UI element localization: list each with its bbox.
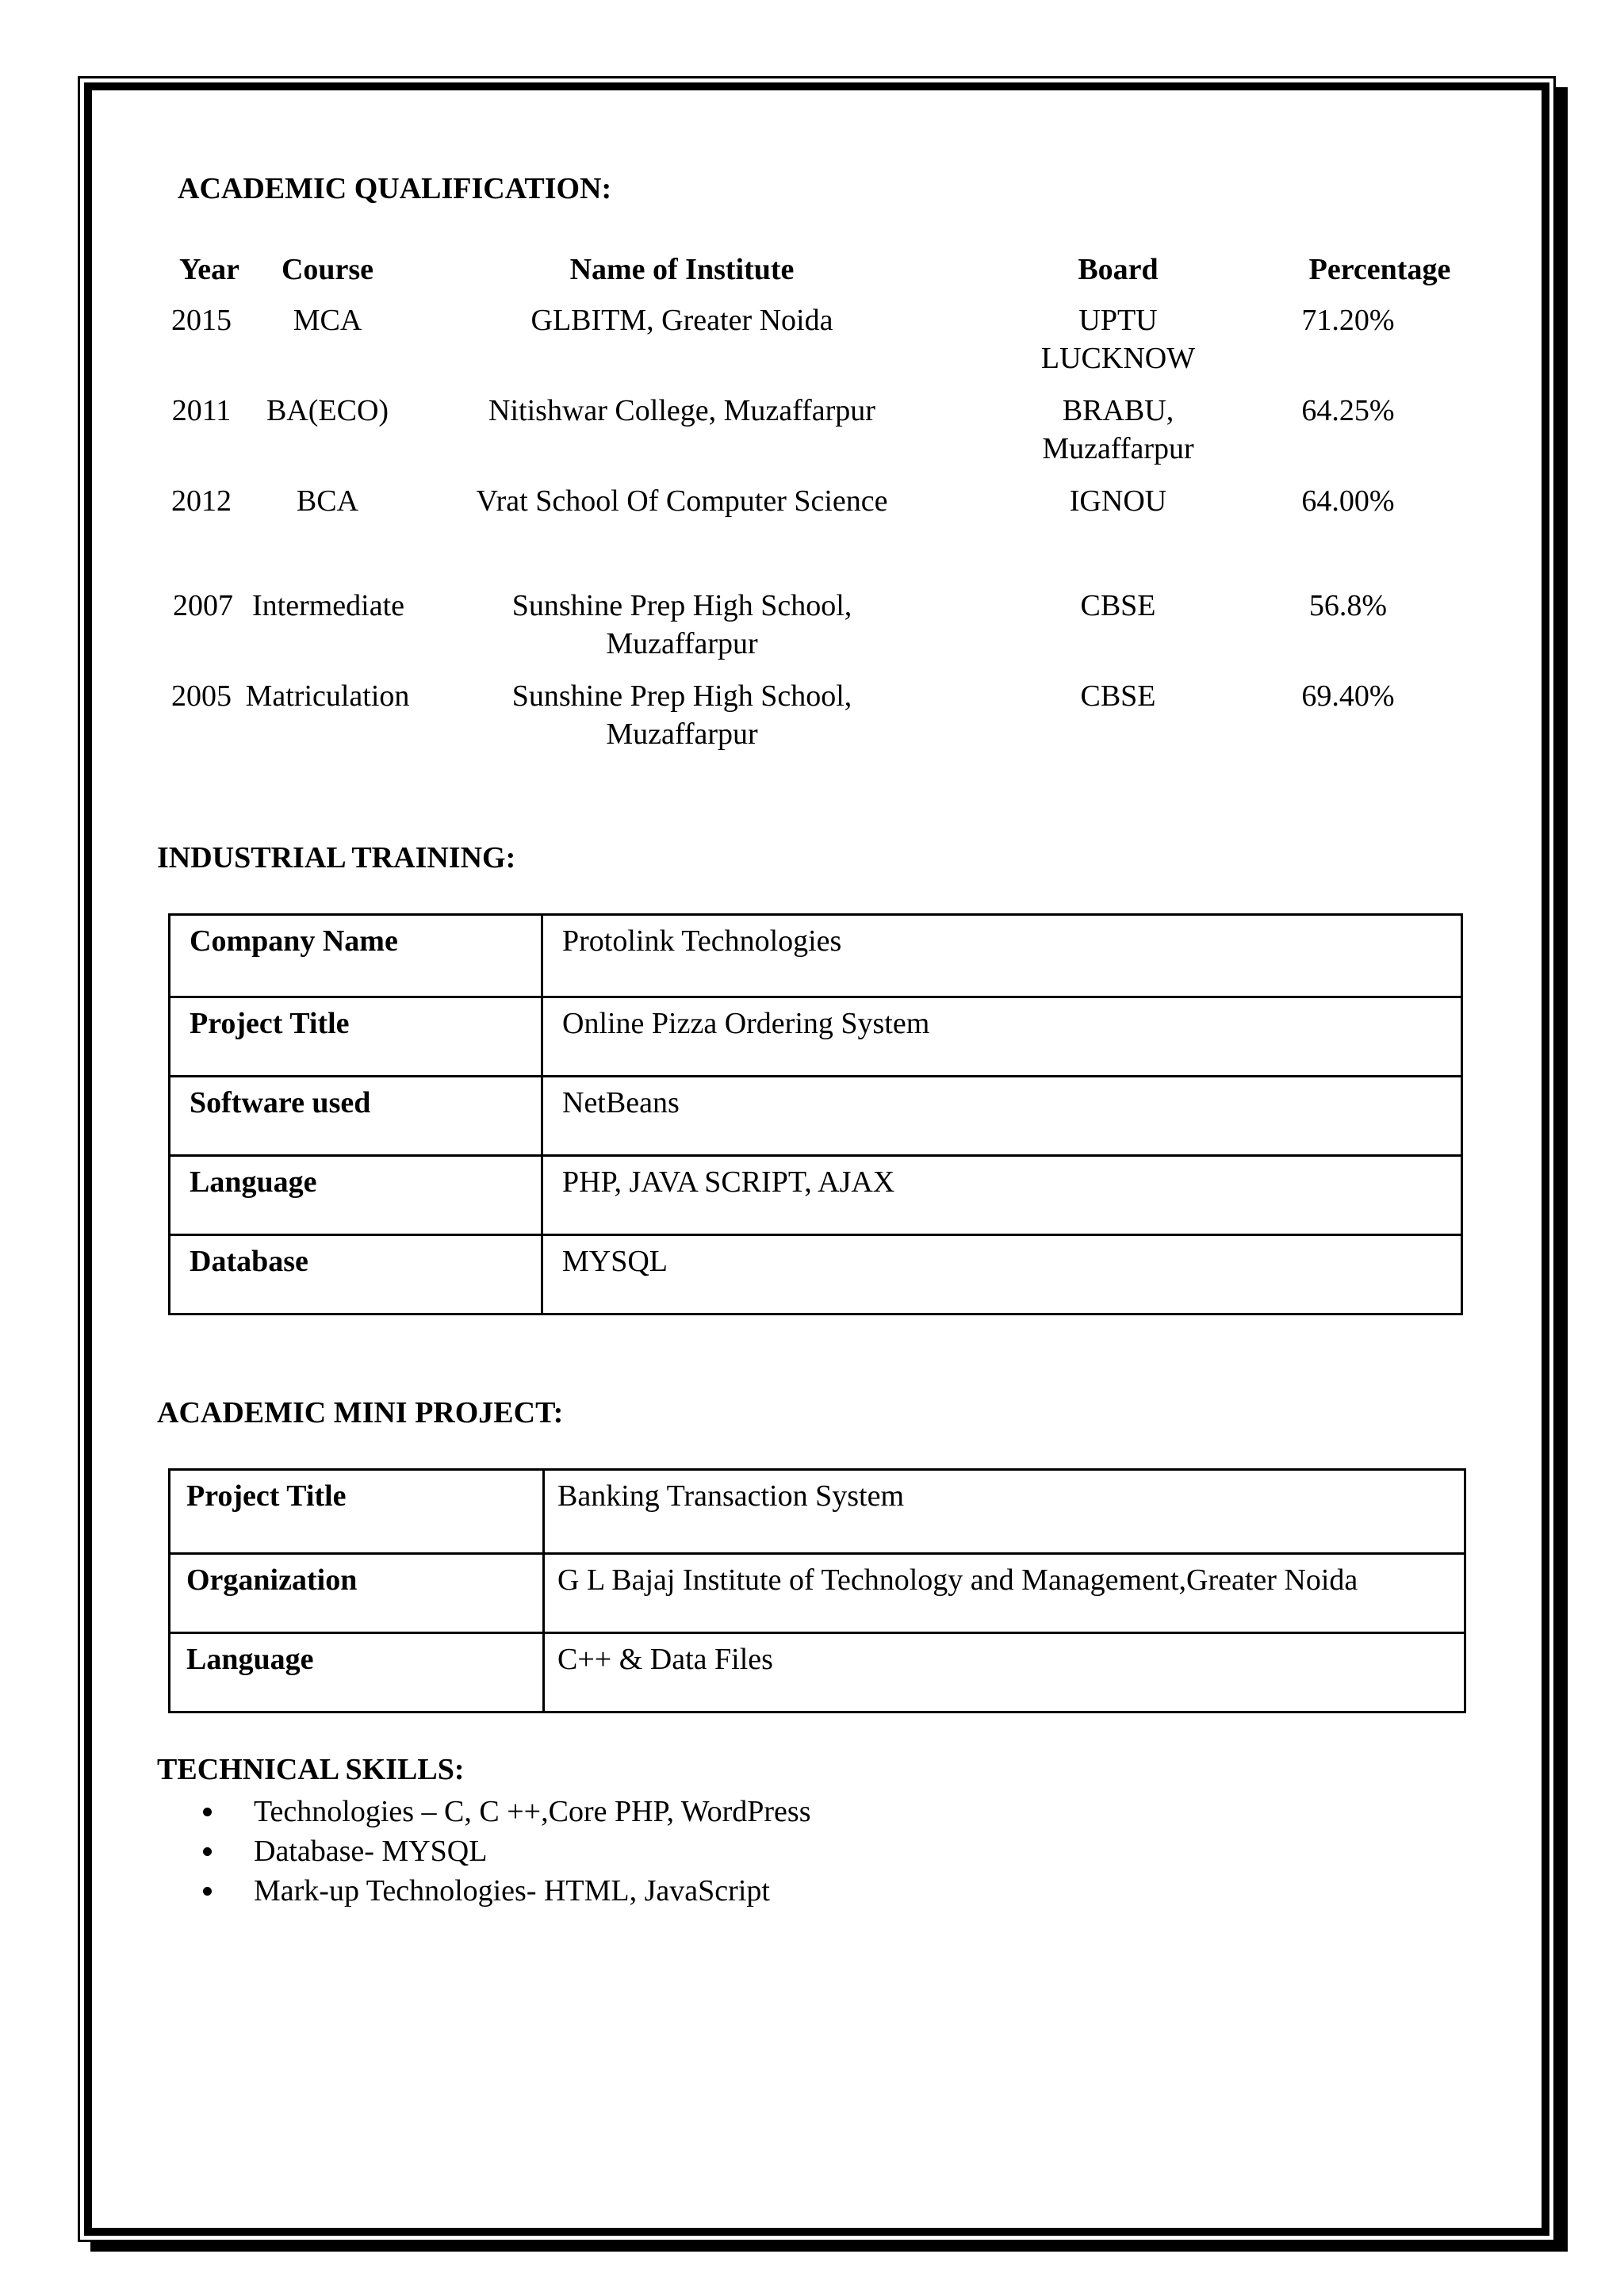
table-row-institute: Sunshine Prep High School, Muzaffarpur — [511, 589, 852, 660]
table-row-year: 2011 — [171, 394, 232, 427]
training-value: Online Pizza Ordering System — [542, 997, 1462, 1077]
training-value: PHP, JAVA SCRIPT, AJAX — [542, 1156, 1462, 1235]
list-item — [203, 1871, 811, 1911]
list-item — [203, 1831, 811, 1871]
mini-project-value: Banking Transaction System — [544, 1470, 1465, 1554]
mini-project-heading: ACADEMIC MINI PROJECT: — [157, 1396, 564, 1429]
table-row — [170, 1156, 1462, 1235]
table-row-percentage: 56.8% — [1308, 589, 1388, 622]
table-row — [170, 1470, 1465, 1554]
mini-project-value: C++ & Data Files — [544, 1633, 1465, 1712]
training-value: MYSQL — [542, 1235, 1462, 1314]
bullet-icon — [203, 1887, 212, 1896]
table-row-year: 2015 — [171, 304, 232, 337]
bullet-icon — [203, 1847, 212, 1856]
skill-text: Technologies – C, C ++,Core PHP, WordPress — [254, 1795, 811, 1828]
training-label: Database — [170, 1235, 542, 1314]
table-row-course: Intermediate — [252, 589, 405, 622]
col-header-board: Board — [1078, 253, 1159, 286]
mini-project-label: Organization — [170, 1554, 544, 1633]
table-row-percentage: 69.40% — [1301, 679, 1395, 713]
table-row-year: 2005 — [171, 679, 232, 713]
mini-project-value: G L Bajaj Institute of Technology and Management,Greater Noida — [544, 1554, 1465, 1633]
table-row-course: MCA — [293, 304, 362, 337]
table-row — [170, 1633, 1465, 1712]
skill-text: Database- MYSQL — [254, 1835, 488, 1868]
training-value: Protolink Technologies — [542, 915, 1462, 997]
table-row-course: Matriculation — [245, 679, 410, 713]
skills-heading: TECHNICAL SKILLS: — [157, 1753, 465, 1786]
table-row-institute: Vrat School Of Computer Science — [476, 484, 888, 518]
table-row-institute: GLBITM, Greater Noida — [530, 304, 833, 337]
table-row-year: 2007 — [173, 589, 233, 622]
list-item — [203, 1792, 811, 1831]
col-header-institute: Name of Institute — [569, 253, 795, 286]
mini-project-label: Language — [170, 1633, 544, 1712]
mini-project-label: Project Title — [170, 1470, 544, 1554]
skills-list — [203, 1792, 811, 1911]
table-row — [170, 1554, 1465, 1633]
table-row-percentage: 64.25% — [1301, 394, 1395, 427]
bullet-icon — [203, 1808, 212, 1816]
table-row-course: BCA — [296, 484, 359, 518]
table-row-board: CBSE — [1080, 589, 1156, 622]
table-row — [170, 915, 1462, 997]
col-header-course: Course — [281, 253, 374, 286]
table-row-percentage: 71.20% — [1301, 304, 1395, 337]
table-row — [170, 997, 1462, 1077]
table-row-year: 2012 — [171, 484, 232, 518]
table-row-course: BA(ECO) — [266, 394, 389, 427]
table-row-institute: Nitishwar College, Muzaffarpur — [488, 394, 875, 427]
training-label: Language — [170, 1156, 542, 1235]
academic-heading: ACADEMIC QUALIFICATION: — [178, 172, 612, 205]
table-row-percentage: 64.00% — [1301, 484, 1395, 518]
table-row-board: CBSE — [1080, 679, 1156, 713]
table-row — [170, 1077, 1462, 1156]
table-row — [170, 1235, 1462, 1314]
table-row-board: BRABU, Muzaffarpur — [1042, 394, 1194, 465]
table-row-board: UPTU LUCKNOW — [1040, 304, 1196, 375]
training-label: Company Name — [170, 915, 542, 997]
training-label: Software used — [170, 1077, 542, 1156]
training-table — [168, 913, 1463, 1315]
skill-text: Mark-up Technologies- HTML, JavaScript — [254, 1874, 770, 1908]
col-header-percentage: Percentage — [1308, 253, 1451, 286]
training-value: NetBeans — [542, 1077, 1462, 1156]
training-label: Project Title — [170, 997, 542, 1077]
col-header-year: Year — [179, 253, 239, 286]
mini-project-table — [168, 1468, 1466, 1713]
table-row-institute: Sunshine Prep High School, Muzaffarpur — [511, 679, 852, 751]
table-row-board: IGNOU — [1069, 484, 1167, 518]
training-heading: INDUSTRIAL TRAINING: — [157, 841, 516, 874]
